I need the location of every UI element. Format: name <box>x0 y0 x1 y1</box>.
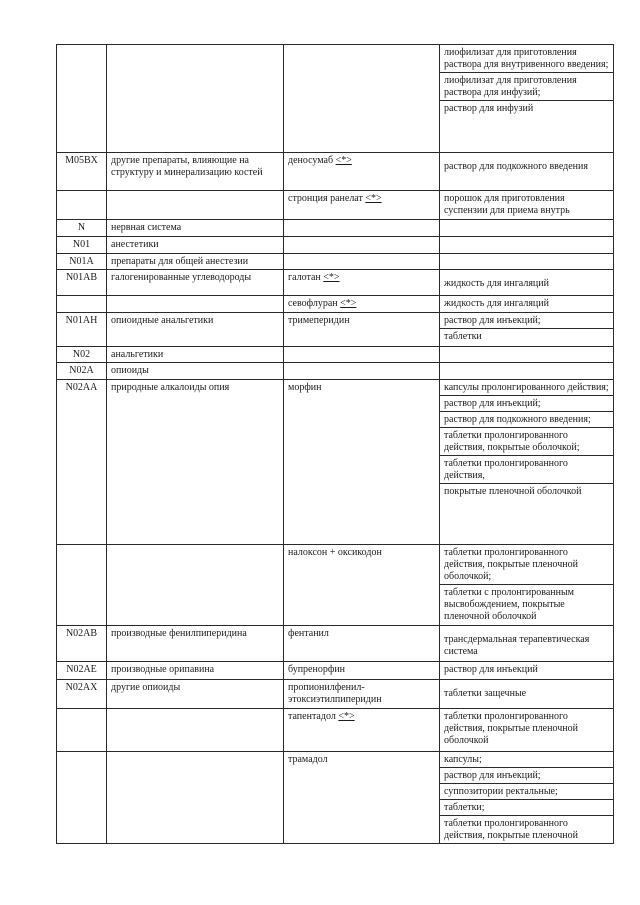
drug-name: налоксон + оксикодон <box>288 547 382 558</box>
table-row <box>57 270 614 296</box>
dosage-form <box>440 662 613 677</box>
dosage-form <box>440 191 613 218</box>
dosage-form <box>440 153 613 174</box>
drug-name-cell <box>284 545 440 626</box>
dosage-forms-cell <box>440 191 614 220</box>
dosage-forms-cell <box>440 680 614 709</box>
dosage-form <box>440 254 613 257</box>
dosage-forms-cell <box>440 545 614 626</box>
dosage-form <box>440 427 613 455</box>
group-name: препараты для общей анестезии <box>111 256 249 267</box>
dosage-form-text: таблетки; <box>444 802 485 813</box>
drug-name-cell <box>284 313 440 347</box>
dosage-forms-cell <box>440 153 614 191</box>
group-name: другие препараты, влияющие на структуру и минерализацию костей <box>111 155 263 178</box>
dosage-form <box>440 328 613 344</box>
dosage-form-text: жидкость для ингаляций <box>444 278 549 289</box>
atc-code-cell <box>57 680 107 709</box>
dosage-form <box>440 483 613 499</box>
drug-name-cell <box>284 220 440 237</box>
atc-code: N01 <box>72 239 91 250</box>
atc-code: N01A <box>69 256 94 267</box>
drug-entry <box>288 664 345 675</box>
group-name-cell <box>107 752 284 844</box>
dosage-form <box>440 313 613 328</box>
drug-name-cell <box>284 680 440 709</box>
atc-code: N <box>77 222 86 233</box>
atc-code-cell <box>57 626 107 662</box>
dosage-form <box>440 545 613 584</box>
group-name-cell <box>107 313 284 347</box>
atc-code: N02A <box>69 365 94 376</box>
table-row <box>57 380 614 545</box>
dosage-form <box>440 72 613 100</box>
dosage-form <box>440 680 613 701</box>
atc-code: N02AE <box>66 664 97 675</box>
group-name-cell <box>107 270 284 296</box>
group-name-cell <box>107 237 284 254</box>
drug-entry <box>288 628 329 639</box>
dosage-forms-cell <box>440 45 614 153</box>
table-row <box>57 709 614 752</box>
atc-code-cell <box>57 313 107 347</box>
atc-code: N01AH <box>65 315 98 326</box>
drug-entry <box>288 382 322 393</box>
dosage-form-text: раствор для инфузий <box>444 103 534 114</box>
dosage-form-text: раствор для инъекций; <box>444 398 541 409</box>
dosage-form-text: таблетки пролонгированного действия, <box>444 458 568 481</box>
group-name-cell <box>107 709 284 752</box>
drug-name-cell <box>284 270 440 296</box>
dosage-form-text: таблетки пролонгированного действия, покрытые пленочной оболочкой; <box>444 547 578 582</box>
atc-code-cell <box>57 380 107 545</box>
drug-entry <box>288 547 382 558</box>
drug-name: тапентадол <box>288 711 336 722</box>
atc-code: N02 <box>72 349 91 360</box>
dosage-forms-cell <box>440 626 614 662</box>
group-name-cell <box>107 626 284 662</box>
dosage-form-text: капсулы; <box>444 754 482 765</box>
footnote-mark: <*> <box>340 298 357 309</box>
table-row <box>57 626 614 662</box>
atc-code-cell <box>57 347 107 363</box>
dosage-form-text: раствор для подкожного введения <box>444 161 588 172</box>
group-name-cell <box>107 45 284 153</box>
group-name-cell <box>107 191 284 220</box>
dosage-form <box>440 220 613 223</box>
atc-code: M05BX <box>65 155 98 166</box>
table-row <box>57 752 614 844</box>
table-row <box>57 680 614 709</box>
drug-name: деносумаб <box>288 155 334 166</box>
group-name: анальгетики <box>111 349 164 360</box>
dosage-form <box>440 783 613 799</box>
dosage-form-text: капсулы пролонгированного действия; <box>444 382 609 393</box>
atc-code-cell <box>57 254 107 270</box>
dosage-form-text: лиофилизат для приготовления раствора для внутривенного введения; <box>444 47 609 70</box>
group-name: производные орипавина <box>111 664 215 675</box>
dosage-forms-cell <box>440 662 614 680</box>
atc-code-cell <box>57 220 107 237</box>
group-name-cell <box>107 347 284 363</box>
atc-code-cell <box>57 237 107 254</box>
dosage-form-text: жидкость для ингаляций <box>444 298 549 309</box>
drug-entry <box>288 272 340 283</box>
drug-entry <box>288 754 328 765</box>
group-name: опиоидные анальгетики <box>111 315 214 326</box>
table-row <box>57 45 614 153</box>
atc-code-cell <box>57 709 107 752</box>
group-name-cell <box>107 220 284 237</box>
group-name-cell <box>107 363 284 380</box>
drug-name-cell <box>284 752 440 844</box>
drug-name-cell <box>284 237 440 254</box>
dosage-form <box>440 752 613 767</box>
dosage-form <box>440 709 613 748</box>
group-name-cell <box>107 296 284 313</box>
drug-entry <box>288 298 356 309</box>
dosage-form-text: раствор для инъекций <box>444 664 538 675</box>
footnote-mark: <*> <box>338 711 355 722</box>
dosage-form <box>440 237 613 240</box>
dosage-form-text: суппозитории ректальные; <box>444 786 558 797</box>
dosage-form <box>440 45 613 72</box>
group-name-cell <box>107 662 284 680</box>
atc-code-cell <box>57 545 107 626</box>
dosage-forms-cell <box>440 709 614 752</box>
atc-code-cell <box>57 363 107 380</box>
dosage-form-text: таблетки <box>444 331 482 342</box>
group-name-cell <box>107 153 284 191</box>
group-name: другие опиоиды <box>111 682 181 693</box>
dosage-forms-cell <box>440 313 614 347</box>
dosage-forms-cell <box>440 363 614 380</box>
group-name: анестетики <box>111 239 159 250</box>
atc-code: N02AA <box>65 382 98 393</box>
table-row <box>57 254 614 270</box>
table-row <box>57 237 614 254</box>
dosage-form <box>440 270 613 291</box>
atc-code-cell <box>57 45 107 153</box>
table-row <box>57 191 614 220</box>
dosage-form <box>440 363 613 366</box>
atc-code-cell <box>57 662 107 680</box>
table-row <box>57 313 614 347</box>
drug-name-cell <box>284 363 440 380</box>
drug-name: морфин <box>288 382 322 393</box>
drug-name-cell <box>284 347 440 363</box>
dosage-form <box>440 296 613 311</box>
drug-name: пропионилфенил- этоксиэтилпиперидин <box>288 682 382 705</box>
group-name: природные алкалоиды опия <box>111 382 230 393</box>
dosage-form-text: лиофилизат для приготовления раствора для инфузий; <box>444 75 577 98</box>
drug-name: галотан <box>288 272 321 283</box>
group-name: галогенированные углеводороды <box>111 272 252 283</box>
drug-name: трамадол <box>288 754 328 765</box>
drug-name: тримеперидин <box>288 315 350 326</box>
dosage-form-text: таблетки с пролонгированным высвобождением, покрытые пленочной оболочкой <box>444 587 575 622</box>
dosage-form <box>440 815 613 843</box>
atc-code: N02AB <box>65 628 98 639</box>
drug-name: фентанил <box>288 628 329 639</box>
medication-table <box>56 44 614 844</box>
dosage-forms-cell <box>440 254 614 270</box>
drug-name-cell <box>284 709 440 752</box>
group-name-cell <box>107 254 284 270</box>
dosage-form <box>440 347 613 350</box>
drug-name: стронция ранелат <box>288 193 363 204</box>
dosage-forms-cell <box>440 237 614 254</box>
atc-code: N01AB <box>65 272 98 283</box>
dosage-form <box>440 455 613 483</box>
table-row <box>57 296 614 313</box>
dosage-form-text: порошок для приготовления суспензии для приема внутрь <box>444 193 570 216</box>
dosage-form-text: таблетки защечные <box>444 688 527 699</box>
dosage-forms-cell <box>440 270 614 296</box>
drug-name-cell <box>284 153 440 191</box>
table-row <box>57 662 614 680</box>
dosage-form <box>440 411 613 427</box>
atc-code-cell <box>57 153 107 191</box>
table-row <box>57 363 614 380</box>
dosage-forms-cell <box>440 296 614 313</box>
footnote-mark: <*> <box>365 193 382 204</box>
dosage-forms-cell <box>440 220 614 237</box>
drug-name-cell <box>284 626 440 662</box>
dosage-forms-cell <box>440 752 614 844</box>
dosage-form-text: таблетки пролонгированного действия, покрытые пленочной <box>444 818 578 841</box>
table-row <box>57 545 614 626</box>
group-name: производные фенилпиперидина <box>111 628 247 639</box>
dosage-forms-cell <box>440 380 614 545</box>
dosage-form-text: таблетки пролонгированного действия, покрытые пленочной оболочкой <box>444 711 578 746</box>
atc-code-cell <box>57 296 107 313</box>
group-name-cell <box>107 680 284 709</box>
dosage-form-text: раствор для инъекций; <box>444 315 541 326</box>
drug-name: севофлуран <box>288 298 338 309</box>
dosage-forms-cell <box>440 347 614 363</box>
dosage-form-text: трансдермальная терапевтическая система <box>444 634 590 657</box>
atc-code-cell <box>57 270 107 296</box>
dosage-form-text: раствор для подкожного введения; <box>444 414 591 425</box>
table-row <box>57 153 614 191</box>
dosage-form <box>440 380 613 395</box>
table-row <box>57 220 614 237</box>
dosage-form-text: покрытые пленочной оболочкой <box>444 486 582 497</box>
dosage-form <box>440 626 613 659</box>
dosage-form <box>440 584 613 624</box>
dosage-form <box>440 767 613 783</box>
table-row <box>57 347 614 363</box>
group-name: опиоиды <box>111 365 149 376</box>
drug-entry <box>288 682 382 705</box>
drug-name-cell <box>284 380 440 545</box>
dosage-form-text: раствор для инъекций; <box>444 770 541 781</box>
group-name-cell <box>107 380 284 545</box>
drug-entry <box>288 315 350 326</box>
dosage-form <box>440 100 613 116</box>
drug-name-cell <box>284 662 440 680</box>
drug-entry <box>288 711 355 722</box>
atc-code-cell <box>57 752 107 844</box>
drug-name-cell <box>284 296 440 313</box>
footnote-mark: <*> <box>335 155 352 166</box>
dosage-form <box>440 799 613 815</box>
drug-name-cell <box>284 254 440 270</box>
group-name: нервная система <box>111 222 182 233</box>
footnote-mark: <*> <box>323 272 340 283</box>
atc-code: N02AX <box>65 682 98 693</box>
atc-code-cell <box>57 191 107 220</box>
group-name-cell <box>107 545 284 626</box>
dosage-form-text: таблетки пролонгированного действия, покрытые оболочкой; <box>444 430 580 453</box>
dosage-form <box>440 395 613 411</box>
drug-name-cell <box>284 191 440 220</box>
drug-name-cell <box>284 45 440 153</box>
drug-entry <box>288 193 382 204</box>
drug-entry <box>288 155 352 166</box>
drug-name: бупренорфин <box>288 664 346 675</box>
